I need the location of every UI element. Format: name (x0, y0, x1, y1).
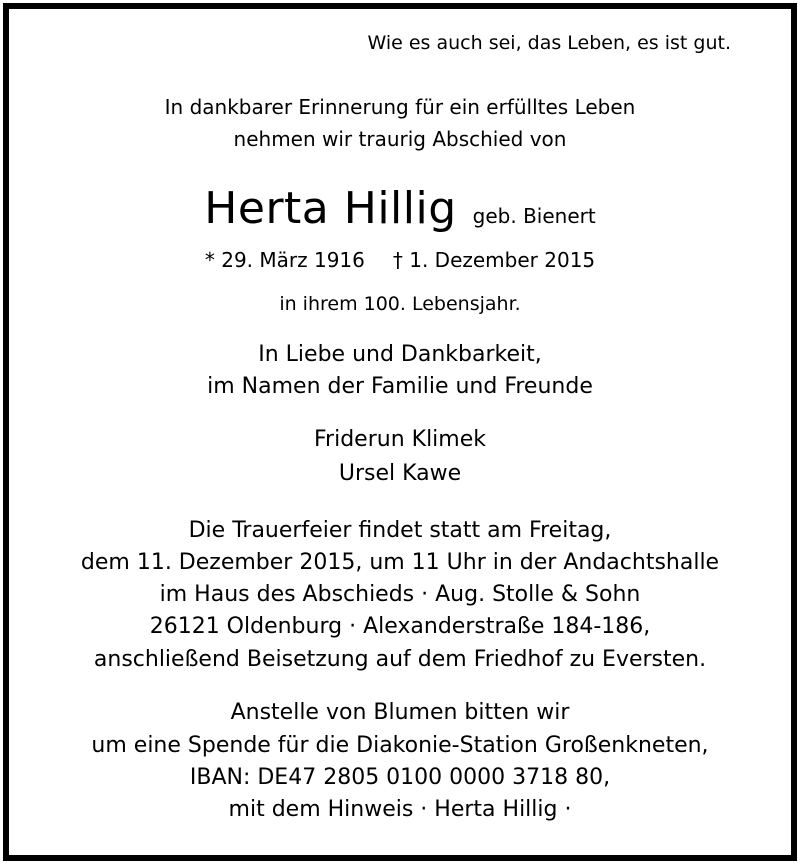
service-line: anschließend Beisetzung auf dem Friedhof zu Eversten. (93, 647, 707, 672)
deceased-name: Herta Hillig (204, 183, 457, 234)
service-line: dem 11. Dezember 2015, um 11 Uhr in der Andachtshalle (80, 550, 720, 575)
donation-line: um eine Spende für die Diakonie-Station Großenkneten, (91, 733, 709, 758)
deceased-name-line (9, 183, 791, 234)
life-dates (9, 250, 791, 270)
motto-quote: Wie es auch sei, das Leben, es ist gut. (367, 32, 731, 54)
mourner-name: Ursel Kawe (338, 461, 462, 486)
donation-line: Anstelle von Blumen bitten wir (230, 700, 570, 725)
donation-line: mit dem Hinweis · Herta Hillig · (228, 797, 572, 822)
death-date: † 1. Dezember 2015 (392, 248, 596, 272)
birth-date: * 29. März 1916 (204, 248, 365, 272)
intro-line-2: nehmen wir traurig Abschied von (233, 127, 567, 151)
service-line: Die Trauerfeier findet statt am Freitag, (188, 518, 612, 543)
dedication-line-1: In Liebe und Dankbarkeit, (258, 342, 542, 367)
mourner-name: Friderun Klimek (314, 427, 486, 452)
intro-line-1: In dankbarer Erinnerung für ein erfülltes Leben (164, 95, 636, 119)
maiden-name: geb. Bienert (472, 204, 596, 228)
service-line: im Haus des Abschieds · Aug. Stolle & Sohn (159, 582, 641, 607)
dedication-line-2: im Namen der Familie und Freunde (207, 374, 593, 399)
obituary-notice (3, 3, 797, 861)
donation-line: IBAN: DE47 2805 0100 0000 3718 80, (189, 765, 611, 790)
service-line: 26121 Oldenburg · Alexanderstraße 184-186, (149, 614, 651, 639)
age-line: in ihrem 100. Lebensjahr. (279, 293, 521, 315)
